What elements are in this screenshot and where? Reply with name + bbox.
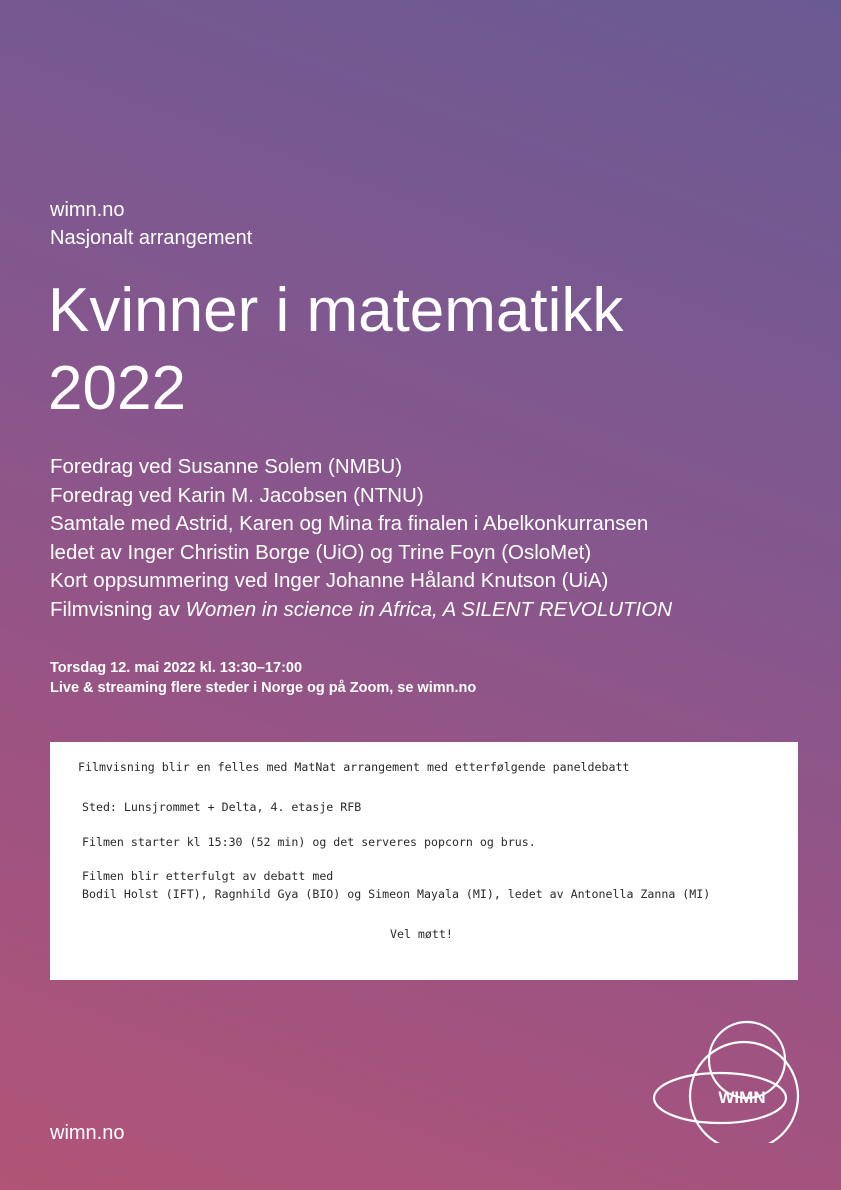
- notice-start: Filmen starter kl 15:30 (52 min) og det serveres popcorn og brus.: [82, 835, 536, 849]
- footer-site-link[interactable]: wimn.no: [50, 1122, 125, 1144]
- program-item: ledet av Inger Christin Borge (UiO) og Trine Foyn (OsloMet): [50, 540, 592, 564]
- film-prefix: Filmvisning av: [50, 597, 186, 621]
- notice-place: Sted: Lunsjrommet + Delta, 4. etasje RFB: [82, 800, 362, 814]
- film-notice: [50, 742, 798, 980]
- notice-panel: Bodil Holst (IFT), Ragnhild Gya (BIO) og Simeon Mayala (MI), ledet av Antonella Zanna (MI): [82, 887, 711, 901]
- program-list: [50, 453, 672, 624]
- logo-text: WIMN: [718, 1088, 766, 1107]
- wimn-logo-icon: [652, 1018, 802, 1143]
- event-details: [50, 658, 476, 698]
- program-item: Samtale med Astrid, Karen og Mina fra finalen i Abelkonkurransen: [50, 512, 649, 535]
- page-title: [48, 272, 623, 428]
- header: [50, 196, 252, 252]
- program-item: Kort oppsummering ved Inger Johanne Håland Knutson (UiA): [50, 569, 609, 592]
- title-line-1: Kvinner i matematikk: [48, 276, 624, 345]
- notice-debate-intro: Filmen blir etterfulgt av debatt med: [82, 869, 334, 883]
- notice-heading: Filmvisning blir en felles med MatNat arrangement med etterfølgende paneldebatt: [78, 760, 630, 774]
- event-type: Nasjonalt arrangement: [50, 227, 253, 249]
- logo-circle-top: [709, 1022, 785, 1098]
- event-location: Live & streaming flere steder i Norge og på Zoom, se wimn.no: [50, 680, 477, 696]
- film-title: Women in science in Africa, A SILENT REVOLUTION: [185, 597, 673, 621]
- notice-closing: Vel møtt!: [390, 927, 453, 941]
- title-year: 2022: [48, 354, 186, 423]
- site-link[interactable]: wimn.no: [50, 199, 125, 221]
- program-item-film: [50, 596, 672, 625]
- program-item: Foredrag ved Susanne Solem (NMBU): [50, 455, 403, 478]
- event-date: Torsdag 12. mai 2022 kl. 13:30–17:00: [50, 660, 303, 676]
- program-item: Foredrag ved Karin M. Jacobsen (NTNU): [50, 483, 424, 507]
